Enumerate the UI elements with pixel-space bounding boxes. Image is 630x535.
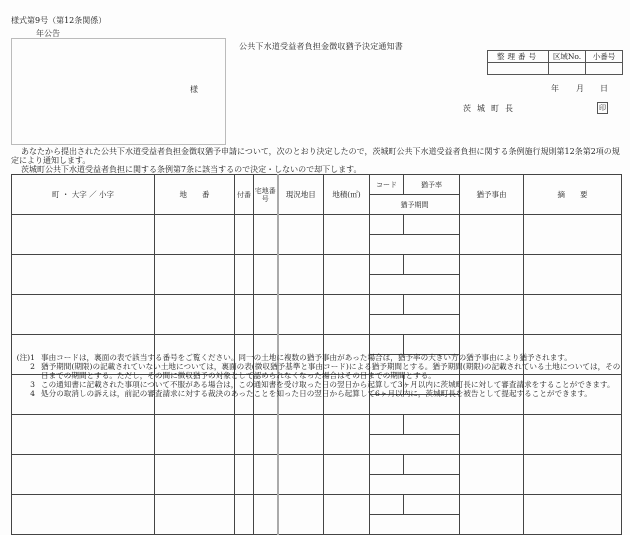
cell-current-land-category[interactable] <box>278 255 324 295</box>
cell-sub-number[interactable] <box>235 215 254 255</box>
addressee-suffix: 様 <box>190 85 198 94</box>
cell-code[interactable] <box>370 335 404 355</box>
cell-deferral-reason[interactable] <box>460 415 524 455</box>
cell-location[interactable] <box>12 295 155 335</box>
cell-residential-number[interactable] <box>254 295 278 335</box>
cell-residential-number[interactable] <box>254 415 278 455</box>
cell-code-rate-period <box>370 495 460 535</box>
note-number: 2 <box>30 362 35 371</box>
cell-lot-number[interactable] <box>155 215 235 255</box>
ref-header-sub-number: 小番号 <box>586 51 623 63</box>
cell-remarks[interactable] <box>524 455 622 495</box>
cell-remarks[interactable] <box>524 415 622 455</box>
cell-deferral-reason[interactable] <box>460 295 524 335</box>
ref-value-sub-number[interactable] <box>586 63 623 75</box>
table-row <box>12 295 622 335</box>
cell-deferral-period[interactable] <box>370 435 459 455</box>
cell-current-land-category[interactable] <box>278 415 324 455</box>
cell-location[interactable] <box>12 415 155 455</box>
header-residential-number: 宅地番号 <box>254 175 278 215</box>
cell-location[interactable] <box>12 495 155 535</box>
cell-location[interactable] <box>12 455 155 495</box>
cell-residential-number[interactable] <box>254 495 278 535</box>
note-text: 猶予期間(期限)の記載されていない土地については，裏面の表(徴収猶予基準と事由コード)による猶予期間とする。猶予期間(期限)の記載されている土地については，その日までの期間とする。ただし，その間に徴収猶予の対象として認められなくなった場合はその日までの期間とする。 <box>41 362 621 380</box>
cell-remarks[interactable] <box>524 215 622 255</box>
cell-code[interactable] <box>370 415 404 435</box>
cell-deferral-reason[interactable] <box>460 215 524 255</box>
cell-area[interactable] <box>324 255 370 295</box>
cell-area[interactable] <box>324 455 370 495</box>
cell-deferral-period[interactable] <box>370 235 459 255</box>
note-item <box>11 389 626 398</box>
seal-icon: 印 <box>599 104 606 112</box>
cell-lot-number[interactable] <box>155 495 235 535</box>
cell-deferral-rate[interactable] <box>404 215 460 235</box>
note-number: 3 <box>30 380 35 389</box>
cell-area[interactable] <box>324 295 370 335</box>
header-code: コード <box>370 175 404 195</box>
cell-lot-number[interactable] <box>155 455 235 495</box>
cell-residential-number[interactable] <box>254 455 278 495</box>
header-location: 町 ・ 大字 ／ 小字 <box>12 175 155 215</box>
header-code-rate-period <box>370 175 460 215</box>
note-text: この通知書に記載された事項について不服がある場合は，この通知書を受け取った日の翌日から起算して3ヶ月以内に茨城町長に対して審査請求をすることができます。 <box>41 380 615 389</box>
header-area: 地積(㎡) <box>324 175 370 215</box>
cell-code-rate-period <box>370 415 460 455</box>
note-item <box>11 353 626 362</box>
date-year: 年 <box>551 84 559 93</box>
cell-deferral-reason[interactable] <box>460 495 524 535</box>
header-current-land-category: 現況地目 <box>278 175 324 215</box>
ref-header-area-number: 区域No. <box>549 51 586 63</box>
cell-sub-number[interactable] <box>235 295 254 335</box>
cell-location[interactable] <box>12 255 155 295</box>
cell-current-land-category[interactable] <box>278 495 324 535</box>
header-deferral-reason: 猶予事由 <box>460 175 524 215</box>
cell-area[interactable] <box>324 415 370 455</box>
note-text: 処分の取消しの訴えは，前記の審査請求に対する裁決のあったことを知った日の翌日から起算して6ヶ月以内に，茨城町長を被告として提起することができます。 <box>41 389 592 398</box>
cell-location[interactable] <box>12 215 155 255</box>
cell-deferral-period[interactable] <box>370 475 459 495</box>
cell-deferral-rate[interactable] <box>404 455 460 475</box>
notice-body <box>11 147 626 174</box>
reference-number-table <box>487 50 623 75</box>
cell-deferral-reason[interactable] <box>460 455 524 495</box>
header-sub-number: 付番 <box>235 175 254 215</box>
cell-sub-number[interactable] <box>235 495 254 535</box>
cell-code[interactable] <box>370 215 404 235</box>
cell-lot-number[interactable] <box>155 255 235 295</box>
header-remarks: 摘 要 <box>524 175 622 215</box>
cell-sub-number[interactable] <box>235 255 254 295</box>
note-number: 4 <box>30 389 35 398</box>
body-paragraph-2: 茨城町公共下水道受益者負担に関する条例第7条に該当するので決定・しないので却下します。 <box>21 165 362 174</box>
note-item <box>11 380 626 389</box>
table-row <box>12 415 622 455</box>
cell-remarks[interactable] <box>524 255 622 295</box>
cell-code-rate-period <box>370 215 460 255</box>
cell-deferral-rate[interactable] <box>404 335 460 355</box>
cell-deferral-period[interactable] <box>370 315 459 335</box>
document-title: 公共下水道受益者負担金徴収猶予決定通知書 <box>239 42 403 51</box>
cell-remarks[interactable] <box>524 495 622 535</box>
notes-section <box>11 353 626 398</box>
cell-deferral-rate[interactable] <box>404 495 460 515</box>
ref-value-management-number[interactable] <box>488 63 549 75</box>
header-lot-number: 地 番 <box>155 175 235 215</box>
cell-sub-number[interactable] <box>235 415 254 455</box>
cell-current-land-category[interactable] <box>278 215 324 255</box>
table-row <box>12 455 622 495</box>
cell-lot-number[interactable] <box>155 415 235 455</box>
header-deferral-rate: 猶予率 <box>404 175 460 195</box>
cell-lot-number[interactable] <box>155 295 235 335</box>
cell-code[interactable] <box>370 295 404 315</box>
cell-code[interactable] <box>370 495 404 515</box>
cell-code[interactable] <box>370 455 404 475</box>
cell-remarks[interactable] <box>524 295 622 335</box>
cell-deferral-rate[interactable] <box>404 415 460 435</box>
ref-header-management-number: 整理番号 <box>488 51 549 63</box>
cell-current-land-category[interactable] <box>278 295 324 335</box>
cell-code-rate-period <box>370 455 460 495</box>
table-row <box>12 255 622 295</box>
form-number: 様式第9号（第12条関係） <box>11 16 107 25</box>
note-number: (注)1 <box>16 353 35 362</box>
cell-sub-number[interactable] <box>235 455 254 495</box>
cell-current-land-category[interactable] <box>278 455 324 495</box>
header-deferral-period: 猶予期間 <box>400 200 429 209</box>
cell-area[interactable] <box>324 495 370 535</box>
cell-deferral-reason[interactable] <box>460 255 524 295</box>
cell-deferral-period[interactable] <box>370 515 459 535</box>
table-row <box>12 495 622 535</box>
date-day: 日 <box>600 84 608 93</box>
cell-deferral-rate[interactable] <box>404 255 460 275</box>
cell-residential-number[interactable] <box>254 255 278 295</box>
cell-area[interactable] <box>324 215 370 255</box>
ref-value-area-number[interactable] <box>549 63 586 75</box>
cell-code[interactable] <box>370 255 404 275</box>
table-row <box>12 215 622 255</box>
note-item <box>11 362 626 380</box>
cell-deferral-rate[interactable] <box>404 295 460 315</box>
issuer-name: 茨城町長 <box>463 104 519 113</box>
date-month: 月 <box>576 84 584 93</box>
cell-deferral-period[interactable] <box>370 275 459 295</box>
cell-code-rate-period <box>370 255 460 295</box>
note-text: 事由コードは，裏面の表で該当する番号をご覧ください。同一の土地に複数の猶予事由があった場合は，猶予率の大きい方の猶予事由により猶予されます。 <box>41 353 572 362</box>
cell-residential-number[interactable] <box>254 215 278 255</box>
year-notice: 年公告 <box>36 29 60 38</box>
cell-code-rate-period <box>370 295 460 335</box>
body-paragraph-1: あなたから提出された公共下水道受益者負担金徴収猶予申請について，次のとおり決定したので，茨城町公共下水道受益者負担に関する条例施行規則第12条第2項の規定により通知します。 <box>11 147 620 165</box>
